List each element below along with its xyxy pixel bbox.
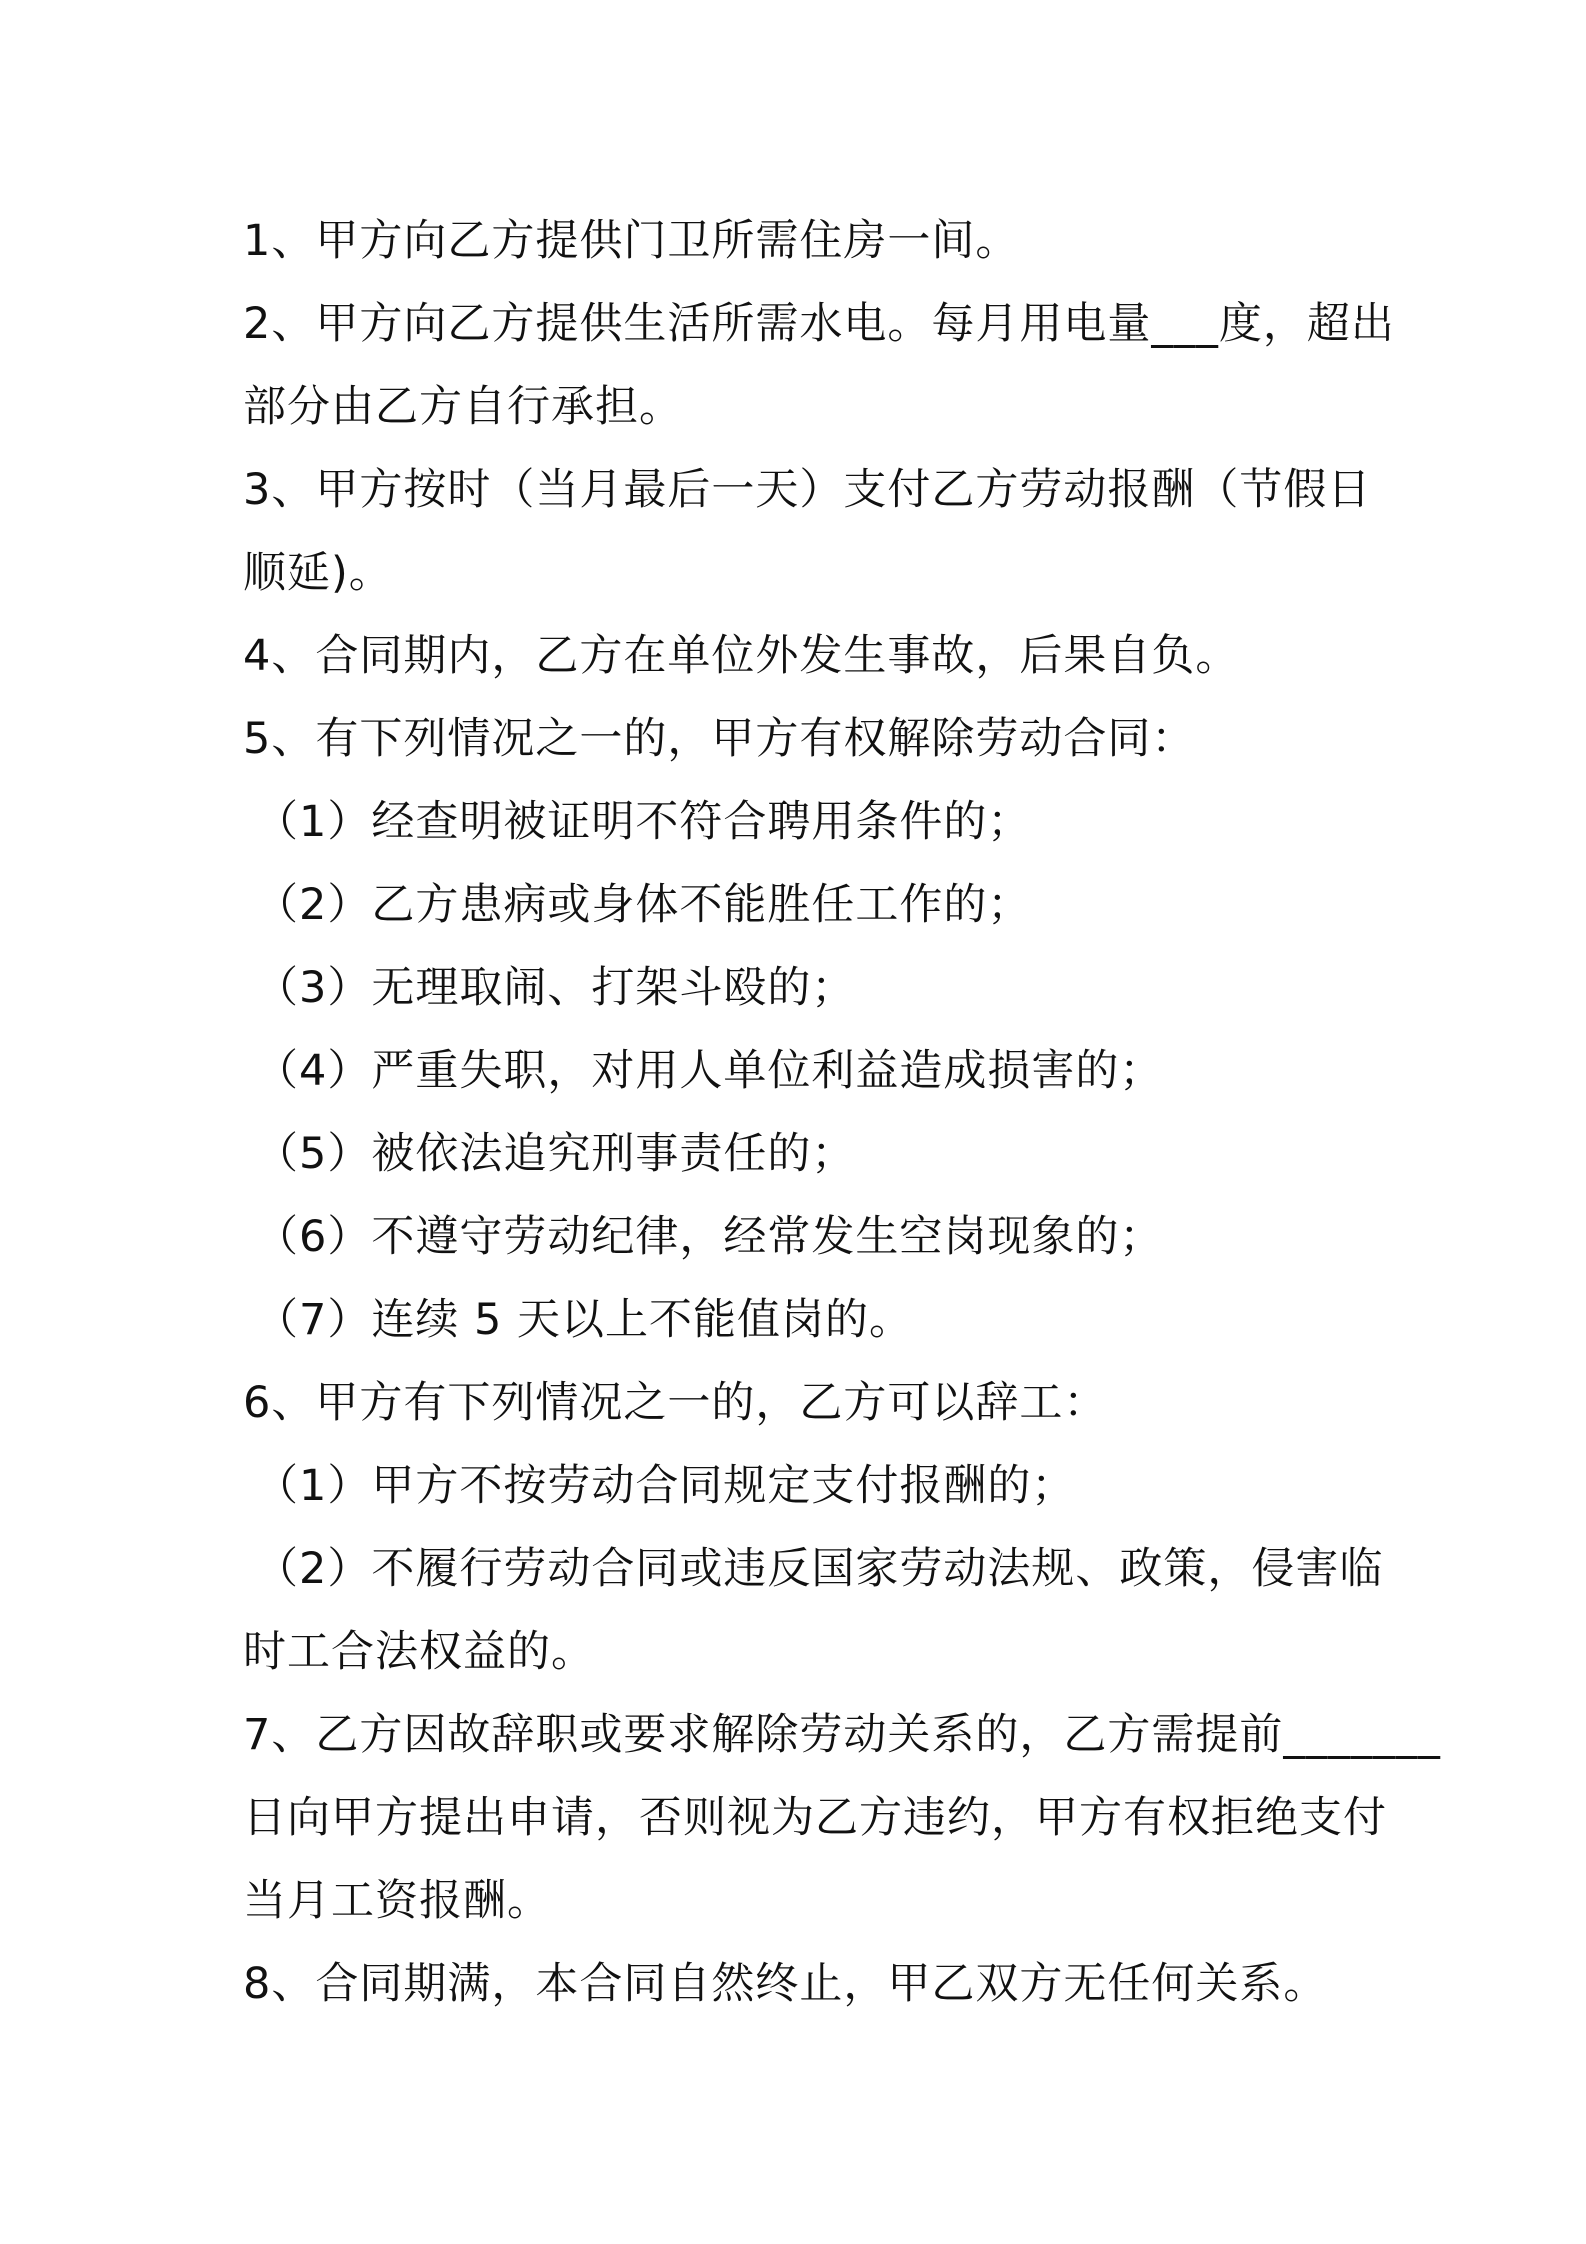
clause-2-line-1: 2、甲方向乙方提供生活所需水电。每月用电量___度，超出 xyxy=(243,299,1395,349)
clause-5-item-5: （5）被依法追究刑事责任的； xyxy=(255,1129,856,1179)
clause-5-item-6: （6）不遵守劳动纪律，经常发生空岗现象的； xyxy=(255,1212,1164,1262)
clause-3-line-2: 顺延)。 xyxy=(243,548,393,598)
clause-5-item-7: （7）连续 5 天以上不能值岗的。 xyxy=(255,1295,914,1345)
clause-6: 6、甲方有下列情况之一的，乙方可以辞工： xyxy=(243,1378,1108,1428)
clause-3-line-1: 3、甲方按时（当月最后一天）支付乙方劳动报酬（节假日 xyxy=(243,465,1372,515)
clause-7-line-2: 日向甲方提出申请，否则视为乙方违约，甲方有权拒绝支付 xyxy=(243,1793,1387,1843)
clause-7-line-3: 当月工资报酬。 xyxy=(243,1876,551,1926)
clause-5-item-2: （2）乙方患病或身体不能胜任工作的； xyxy=(255,880,1032,930)
clause-2-line-2: 部分由乙方自行承担。 xyxy=(243,382,683,432)
clause-5-item-1: （1）经查明被证明不符合聘用条件的； xyxy=(255,797,1032,847)
clause-7-line-1: 7、乙方因故辞职或要求解除劳动关系的，乙方需提前_______ xyxy=(243,1710,1441,1760)
clause-6-item-1: （1）甲方不按劳动合同规定支付报酬的； xyxy=(255,1461,1076,1511)
clause-5-item-4: （4）严重失职，对用人单位利益造成损害的； xyxy=(255,1046,1164,1096)
clause-5: 5、有下列情况之一的，甲方有权解除劳动合同： xyxy=(243,714,1196,764)
clause-6-item-2-line-2: 时工合法权益的。 xyxy=(243,1627,595,1677)
clause-5-item-3: （3）无理取闹、打架斗殴的； xyxy=(255,963,856,1013)
clause-6-item-2-line-1: （2）不履行劳动合同或违反国家劳动法规、政策，侵害临 xyxy=(255,1544,1384,1594)
clause-1: 1、甲方向乙方提供门卫所需住房一间。 xyxy=(243,216,1020,266)
clause-4: 4、合同期内，乙方在单位外发生事故，后果自负。 xyxy=(243,631,1240,681)
clause-8: 8、合同期满，本合同自然终止，甲乙双方无任何关系。 xyxy=(243,1959,1328,2009)
document-body xyxy=(243,200,1441,2026)
